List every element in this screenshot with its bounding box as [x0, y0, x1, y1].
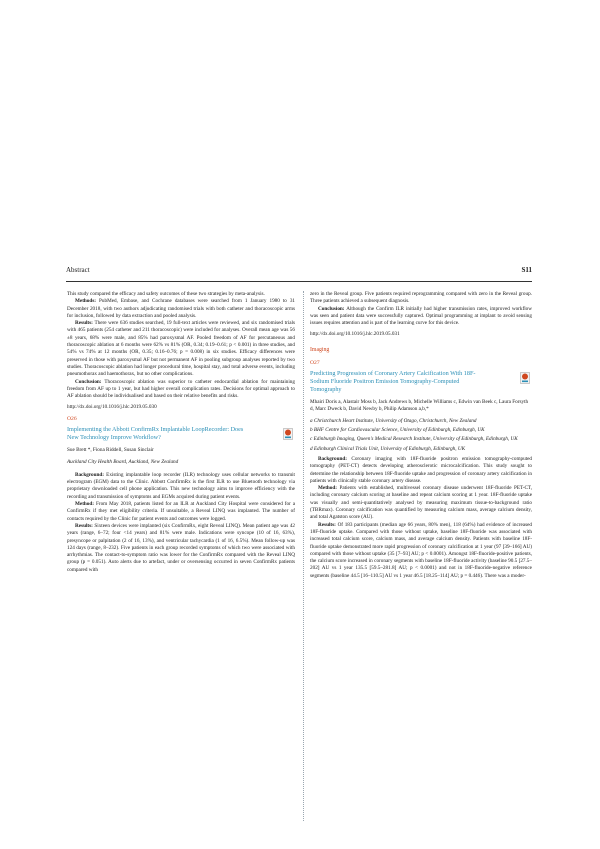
conclusion-text-right: Although the Confirm ILR initially had higher transmission rates, improved workflow was seen and patient data were successfully captured. Optimal programming at implant to avoid sensing issues requires attention and is part of the learning curve for this device.: [310, 305, 532, 327]
background-paragraph: [67, 472, 295, 501]
affiliation-item: c Edinburgh Imaging, Queen's Medical Research Institute, University of Edinburgh, Edinburgh, UK: [310, 436, 518, 443]
header-rule: [66, 281, 532, 282]
background-lead: Background:: [75, 471, 105, 478]
method-lead: Method:: [75, 501, 95, 508]
method-text: From May 2018, patients listed for an ILR at Auckland City Hospital were considered for a ConfirmRx if they met eligibility criteria. If unsuitable, a Reveal LINQ was implanted. The number of contacts required by the Clinic for patient events and outcomes were logged.: [67, 501, 296, 522]
results-paragraph: [67, 320, 295, 378]
right-column: [310, 291, 532, 580]
conclusion-paragraph: [67, 379, 295, 401]
left-column: [67, 291, 295, 574]
affiliation-item: a Christchurch Heart Institute, University of Otago, Christchurch, New Zealand: [310, 417, 477, 424]
affiliation-list: [310, 418, 532, 453]
conclusion-lead: Conclusion:: [75, 378, 102, 385]
results-text: There were 636 studies searched, 19 full-text articles were reviewed, and six randomised trials with 465 patients (254 catheter and 211 thoracoscopic) were included for analyses. Overall mean age was 56 ±8 years, 68% were male, and 85% had paroxysmal AF. Pooled freedom of AF for percutaneous and thoracoscopic ablation at 6 months were 62% vs 81% (OR, 0.34; 0.19–0.61; p < 0.001) in three studies, and 54% vs 74% at 12 months (OR, 0.35; 0.16–0.76; p = 0.008) in six studies. Efficacy differences were preserved in those with paroxysmal AF but not permanent AF in pooling subgroup analyses reported by two studies. Thoracoscopic ablation had longer procedural time, hospital stay, and total adverse events, including pneumothorax and haemothorax, but no other complications.: [67, 320, 296, 378]
column-divider: [303, 291, 304, 821]
article-results-lead: Results:: [75, 522, 93, 529]
methods-lead: Methods:: [75, 298, 97, 305]
method-paragraph: [67, 501, 295, 523]
article-code-right: O27: [310, 360, 320, 367]
method-lead-right: Method:: [318, 485, 338, 492]
article-results-text: Sixteen devices were implanted (six ConfirmRx, eight Reveal LINQ). Mean patient age was 42 years (range, 6–72; four <14 years) and 81% were male. Indications were syncope (10 of 16, 63%), presyncope or palpitation (2 of 16, 13%), and ventricular tachycardia (1 of 16, 6.5%). Mean follow-up was 124 days (range, 8–232). Five patients in each group recorded symptoms of which two were associated with arrhythmias. The contact-to-symptom ratio was lower for the ConfirmRx compared with the Reveal LINQ group (p = 0.051). Auto alerts due to artefact, under or oversensing occurred in seven ConfirmRx patients compared with: [67, 522, 296, 573]
conclusion-paragraph-right: [310, 306, 532, 328]
results-lead: Results:: [75, 320, 93, 327]
crossmark-icon[interactable]: [283, 428, 293, 440]
results-lead-right: Results:: [318, 521, 336, 528]
article-title[interactable]: Implementing the Abbott ConfirmRx Implantable LoopRecorder: Does New Technology Improve Workflow?: [67, 426, 244, 441]
article-affiliation: Auckland City Health Board, Auckland, New Zealand: [67, 458, 179, 465]
background-text-right: Coronary imaging with 18F-fluoride positron emission tomography-computed tomography (PET-CT) detects developing atherosclerotic microcalcification. This study sought to determine the relationship between 18F-fluoride uptake and progression of coronary artery calcification in patients with clinically stable coronary artery disease.: [310, 455, 532, 484]
background-text: Existing implantable loop recorder (ILR) technology uses cellular networks to transmit electrogram (EGM) data to the Clinic. Abbott ConfirmRx is the first ILR to use Bluetooth technology via proprietary downloaded cell phone application. This new technology aims to improve efficiency with the recording and transmission of symptoms and EGMs acquired during patient events.: [67, 471, 296, 500]
article-title-row-right: [310, 370, 532, 393]
doi-link[interactable]: http://dx.doi.org/10.1016/j.hlc.2019.05.030: [67, 404, 157, 411]
methods-paragraph: [67, 298, 295, 320]
continued-paragraph: zero in the Reveal group. Five patients required reprogramming compared with zero in the Reveal group. Three patients achieved a subsequent diagnosis.: [310, 291, 532, 305]
section-heading: Imaging: [310, 346, 330, 353]
article-code: O26: [67, 415, 77, 422]
results-text-right: Of 183 participants (median age 66 years, 80% men), 118 (64%) had evidence of increased 18F-fluoride uptake. Compared with those without uptake, baseline 18F-fluoride was associated with increased total calcium score, calcium mass, and average calcium density. Patients with baseline 18F-fluoride uptake demonstrated more rapid progression of coronary calcification at 1 year (97 [39–166] AU) compared with those without uptake (35 [7–93] AU; p < 0.0001). Amongst 18F-fluoride-positive patients, the calcium score increased in coronary segments with baseline 18F-fluoride activity (baseline 90.5 [27.5–202] AU vs 1 year 135.5 [59.5–281.8] AU; p < 0.0001) and not in 18F-fluoride-negative reference segments (baseline 44.5 [16–110.5] AU vs 1 year 46.5 [18.25–114] AU; p = 0.446). There was a moder-: [310, 521, 532, 579]
background-lead-right: Background:: [318, 455, 348, 462]
affiliation-item: d Edinburgh Clinical Trials Unit, University of Edinburgh, Edinburgh, UK: [310, 445, 466, 452]
article-title-right[interactable]: Predicting Progression of Coronary Artery Calcification With 18F-Sodium Fluoride Positron Emission Tomography-Computed Tomography: [310, 370, 476, 393]
method-paragraph-right: [310, 485, 532, 521]
running-header: [66, 266, 532, 278]
doi-link-right[interactable]: http://dx.doi.org/10.1016/j.hlc.2019.05.031: [310, 331, 400, 338]
affiliation-item: b BHF Centre for Cardiovascular Science, University of Edinburgh, Edinburgh, UK: [310, 427, 485, 434]
results-paragraph-right: [310, 522, 532, 580]
article-results-paragraph: [67, 523, 295, 574]
article-authors-right: Mhairi Doris a, Alastair Moss b, Jack Andrews b, Michelle Williams c, Edwin van Beek c, Laura Forsyth d, Marc Dweck b, David Newby b, Philip Adamson a,b,*: [310, 399, 529, 413]
background-paragraph-right: [310, 456, 532, 485]
methods-text: PubMed, Embase, and Cochrane databases were searched from 1 January 1980 to 31 December 2018, with two authors adjudicating randomised trials with both catheter and thoracoscopic arms for inclusion, followed by data extraction and pooled analysis.: [67, 298, 296, 319]
article-title-row: [67, 426, 295, 441]
conclusion-lead-right: Conclusion:: [318, 305, 345, 312]
intro-paragraph: This study compared the efficacy and safety outcomes of these two strategies by meta-analysis.: [67, 291, 265, 297]
method-text-right: Patients with established, multivessel coronary disease underwent 18F-fluoride PET-CT, including coronary calcium scoring at baseline and repeat calcium scoring at 1 year. 18F-fluoride uptake was visually and semi-quantitatively analysed by measuring maximum tissue-to-background ratio (TBRmax). Coronary calcification was quantified by measuring calcium mass, average calcium density, and total Agatston score (AU).: [310, 485, 532, 521]
conclusion-text: Thoracoscopic ablation was superior to catheter endocardial ablation for maintaining freedom from AF up to 1 year, but had higher overall complication rates. Decisions for optimal approach to AF ablation should be individualised and based on their relative benefits and risks.: [67, 378, 295, 400]
crossmark-icon[interactable]: [520, 372, 530, 384]
header-section: Abstract: [66, 266, 90, 274]
page-number: S11: [521, 266, 532, 274]
article-authors: Sue Brett *, Fiona Riddell, Susan Sinclair: [67, 447, 154, 454]
